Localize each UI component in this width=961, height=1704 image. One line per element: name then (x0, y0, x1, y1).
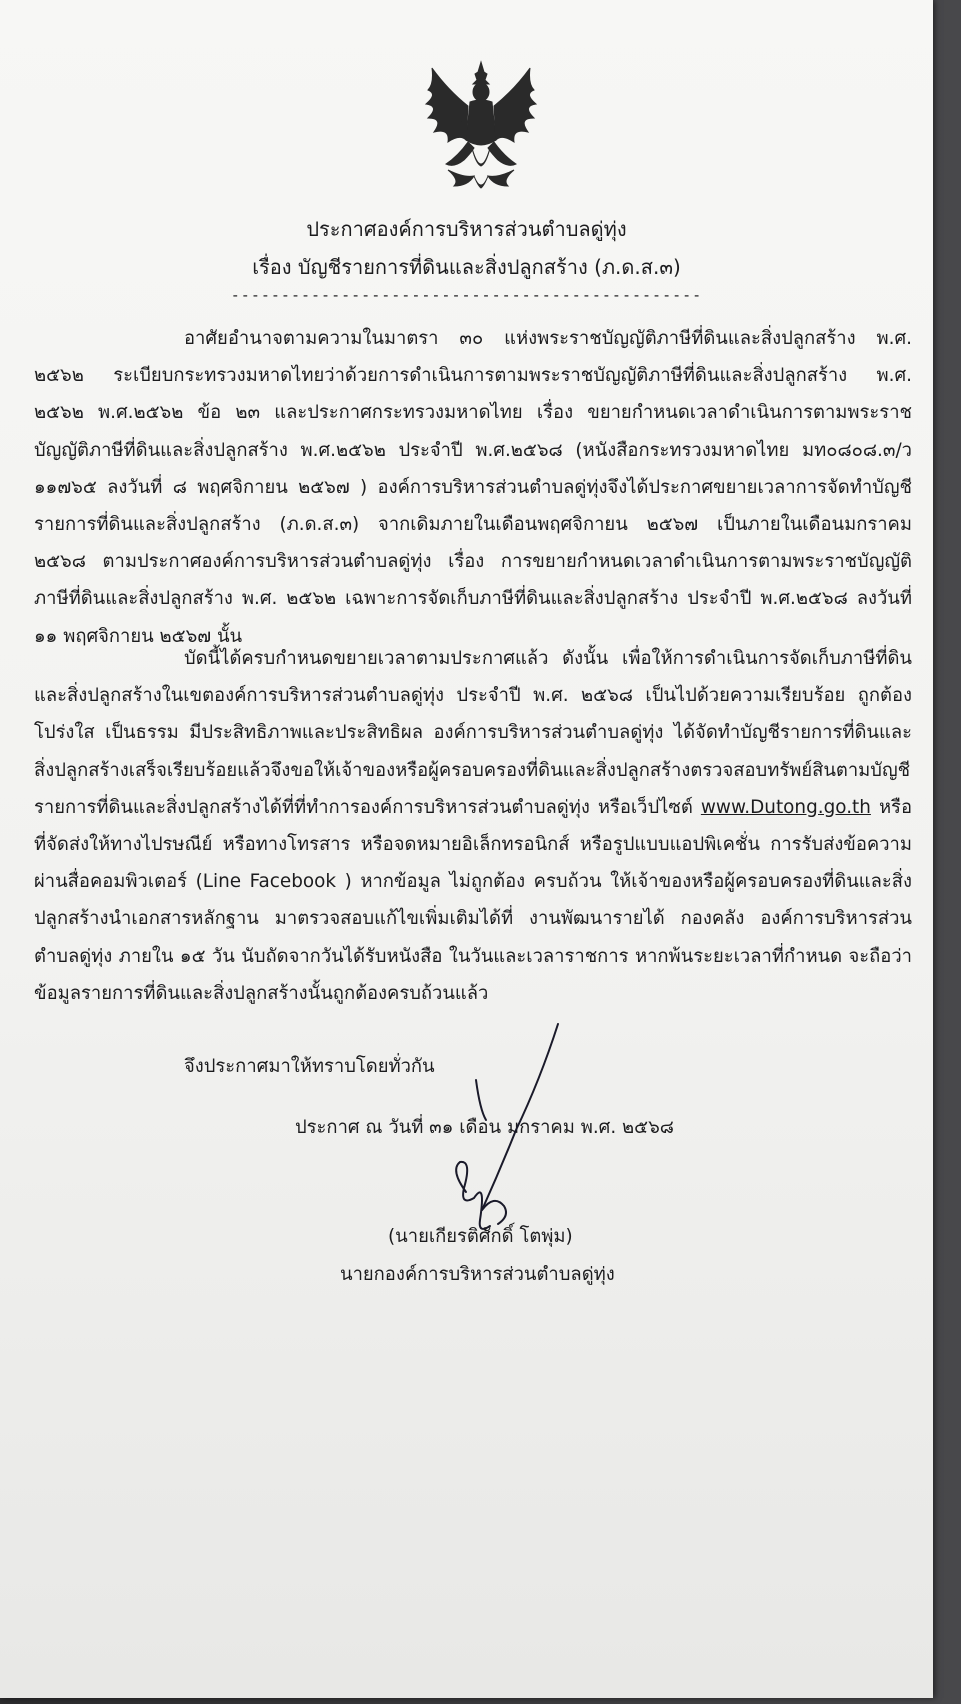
website-link[interactable]: www.Dutong.go.th (700, 796, 871, 818)
separator-line: ----------------------------------------------- (230, 286, 703, 304)
garuda-emblem-icon (418, 60, 544, 196)
paragraph-2-text-start: บัดนี้ได้ครบกำหนดขยายเวลาตามประกาศแล้ว ดังนั้น เพื่อให้การดำเนินการจัดเก็บภาษีที่ดินและสิ่งปลูกสร้างในเขตองค์การบริหารส่วนตำบลดู่ทุ่ง ประจำปี พ.ศ. ๒๕๖๘ เป็นไปด้วยความเรียบร้อย ถูกต้อง โปร่งใส เป็นธรรม มีประสิทธิภาพและประสิทธิผล องค์การบริหารส่วนตำบลดู่ทุ่ง ได้จัดทำบัญชีรายการที่ดินและสิ่งปลูกสร้างเสร็จเรียบร้อยแล้วจึงขอให้เจ้าของหรือผู้ครอบครองที่ดินและสิ่งปลูกสร้างตรวจสอบทรัพย์สินตามบัญชีรายการที่ดินและสิ่งปลูกสร้างได้ที่ที่ทำการองค์การบริหารส่วนตำบลดู่ทุ่ง หรือเว็ปไซต์ (34, 648, 912, 818)
announcement-date: ประกาศ ณ วันที่ ๓๑ เดือน มกราคม พ.ศ. ๒๕๖๘ (295, 1117, 674, 1138)
body-paragraph-1: อาศัยอำนาจตามความในมาตรา ๓๐ แห่งพระราชบัญญัติภาษีที่ดินและสิ่งปลูกสร้าง พ.ศ. ๒๕๖๒ ระเบียบกระทรวงมหาดไทยว่าด้วยการดำเนินการตามพระราชบัญญัติภาษีที่ดินและสิ่งปลูกสร้าง พ.ศ. ๒๕๖๒ พ.ศ.๒๕๖๒ ข้อ ๒๓ และประกาศกระทรวงมหาดไทย เรื่อง ขยายกำหนดเวลาดำเนินการตามพระราชบัญญัติภาษีที่ดินและสิ่งปลูกสร้าง พ.ศ.๒๕๖๒ ประจำปี พ.ศ.๒๕๖๘ (หนังสือกระทรวงมหาดไทย มท๐๘๐๘.๓/ว ๑๑๗๖๕ ลงวันที่ ๘ พฤศจิกายน ๒๕๖๗ ) องค์การบริหารส่วนตำบลดู่ทุ่งจึงได้ประกาศขยายเวลาการจัดทำบัญชีรายการที่ดินและสิ่งปลูกสร้าง (ภ.ด.ส.๓) จากเดิมภายในเดือนพฤศจิกายน ๒๕๖๗ เป็นภายในเดือนมกราคม ๒๕๖๘ ตามประกาศองค์การบริหารส่วนตำบลดู่ทุ่ง เรื่อง การขยายกำหนดเวลาดำเนินการตามพระราชบัญญัติภาษีที่ดินและสิ่งปลูกสร้าง พ.ศ. ๒๕๖๒ เฉพาะการจัดเก็บภาษีที่ดินและสิ่งปลูกสร้าง ประจำปี พ.ศ.๒๕๖๘ ลงวันที่ ๑๑ พฤศจิกายน ๒๕๖๗ นั้น (34, 328, 912, 647)
signer-name: (นายเกียรติศักดิ์ โตพุ่ม) (388, 1226, 573, 1247)
announcement-subject: เรื่อง บัญชีรายการที่ดินและสิ่งปลูกสร้าง (ภ.ด.ส.๓) (252, 255, 681, 279)
announcement-title: ประกาศองค์การบริหารส่วนตำบลดู่ทุ่ง (306, 217, 627, 241)
closing-statement: จึงประกาศมาให้ทราบโดยทั่วกัน (184, 1056, 435, 1077)
body-paragraph-2 (34, 640, 912, 1012)
signer-position: นายกองค์การบริหารส่วนตำบลดู่ทุ่ง (340, 1264, 615, 1285)
paragraph-2-text-end: หรือที่จัดส่งให้ทางไปรษณีย์ หรือทางโทรสาร หรือจดหมายอิเล็กทรอนิกส์ หรือรูปแบบแอปพิเคชั่น การรับส่งข้อความผ่านสื่อคอมพิวเตอร์ (Line Facebook ) หากข้อมูล ไม่ถูกต้อง ครบถ้วน ให้เจ้าของหรือผู้ครอบครองที่ดินและสิ่งปลูกสร้างนำเอกสารหลักฐาน มาตรวจสอบแก้ไขเพิ่มเติมได้ที่ งานพัฒนารายได้ กองคลัง องค์การบริหารส่วนตำบลดู่ทุ่ง ภายใน ๑๕ วัน นับถัดจากวันได้รับหนังสือ ในวันและเวลาราชการ หากพ้นระยะเวลาที่กำหนด จะถือว่าข้อมูลรายการที่ดินและสิ่งปลูกสร้างนั้นถูกต้องครบถ้วนแล้ว (34, 796, 912, 1004)
